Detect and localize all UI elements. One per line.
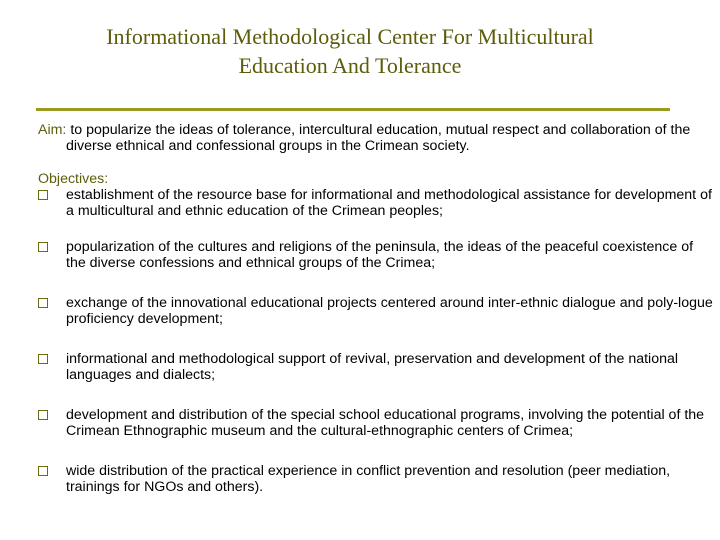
objectives-label: Objectives: <box>38 171 109 187</box>
list-item <box>38 463 713 495</box>
list-item <box>38 295 713 327</box>
slide-body <box>38 122 713 519</box>
objective-text: development and distribution of the special school educational programs, involving the potential of the Crimean Ethnographic museum and the cultural-ethnographic centers of Crimea; <box>66 407 705 439</box>
page-title <box>30 22 670 80</box>
list-item <box>38 187 713 219</box>
square-bullet-icon <box>38 298 48 308</box>
objective-text: informational and methodological support of revival, preservation and development of the national languages and dialects; <box>66 351 679 383</box>
aim-label: Aim: <box>38 122 67 138</box>
aim-text: to popularize the ideas of tolerance, intercultural education, mutual respect and collaboration of the diverse ethnical and confessional groups in the Crimean society. <box>66 122 691 154</box>
list-item <box>38 351 713 383</box>
objective-text: establishment of the resource base for informational and methodological assistance for development of a multicultural and ethnic education of the Crimean peoples; <box>66 187 712 219</box>
aim-paragraph <box>38 122 713 154</box>
list-item <box>38 239 713 271</box>
objectives-list <box>38 187 713 495</box>
square-bullet-icon <box>38 190 48 200</box>
objective-text: popularization of the cultures and religions of the peninsula, the ideas of the peaceful coexistence of the diverse confessions and ethnical groups of the Crimea; <box>66 239 694 271</box>
objective-text: wide distribution of the practical experience in conflict prevention and resolution (peer mediation, trainings for NGOs and others). <box>66 463 671 495</box>
square-bullet-icon <box>38 354 48 364</box>
square-bullet-icon <box>38 466 48 476</box>
title-line-1: Informational Methodological Center For Multicultural <box>106 24 594 49</box>
objective-text: exchange of the innovational educational projects centered around inter-ethnic dialogue and poly-logue proficiency development; <box>66 295 713 327</box>
square-bullet-icon <box>38 410 48 420</box>
square-bullet-icon <box>38 242 48 252</box>
list-item <box>38 407 713 439</box>
title-divider <box>36 108 670 111</box>
title-line-2: Education And Tolerance <box>238 53 462 78</box>
